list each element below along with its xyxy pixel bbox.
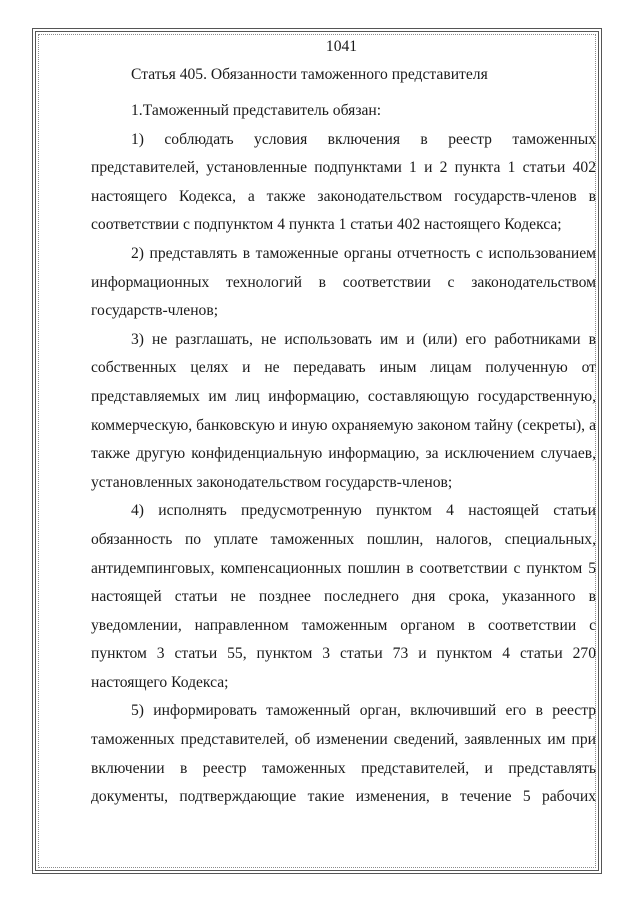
paragraph-item-1: 1) соблюдать условия включения в реестр таможенных представителей, установленные подпунктами 1 и 2 пункта 1 статьи 402 настоящего Кодекса, а также законодательством государств-членов в соответствии с подпунктом 4 пункта 1 статьи 402 настоящего Кодекса; <box>91 130 596 234</box>
article-body <box>91 97 596 812</box>
paragraph-item-5: 5) информировать таможенный орган, включивший его в реестр таможенных представителей, об изменении сведений, заявленных им при включении в реестр таможенных представителей, и представлять документы, подтверждающие такие изменения, в течение 5 рабочих <box>91 702 596 806</box>
paragraph-item-2: 2) представлять в таможенные органы отчетность с использованием информационных технологий в соответствии с законодательством государств-членов; <box>91 244 596 320</box>
paragraph-item-3: 3) не разглашать, не использовать им и (или) его работниками в собственных целях и не передавать иным лицам полученную от представляемых им лиц информацию, составляющую государственную, коммерческую, банковскую и иную охраняемую законом тайну (секреты), а также другую конфиденциальную информацию, за исключением случаев, установленных законодательством государств-членов; <box>91 330 596 491</box>
page-number: 1041 <box>325 38 358 55</box>
paragraph-item-4: 4) исполнять предусмотренную пунктом 4 настоящей статьи обязанность по уплате таможенных пошлин, налогов, специальных, антидемпинговых, компенсационных пошлин в соответствии с пунктом 5 настоящей статьи не позднее последнего дня срока, указанного в уведомлении, направленном таможенным органом в соответствии с пунктом 3 статьи 55, пунктом 3 статьи 73 и пунктом 4 статьи 270 настоящего Кодекса; <box>91 502 596 691</box>
document-page <box>91 36 596 812</box>
article-title: Статья 405. Обязанности таможенного представителя <box>131 66 488 83</box>
paragraph-intro: 1.Таможенный представитель обязан: <box>131 102 382 119</box>
